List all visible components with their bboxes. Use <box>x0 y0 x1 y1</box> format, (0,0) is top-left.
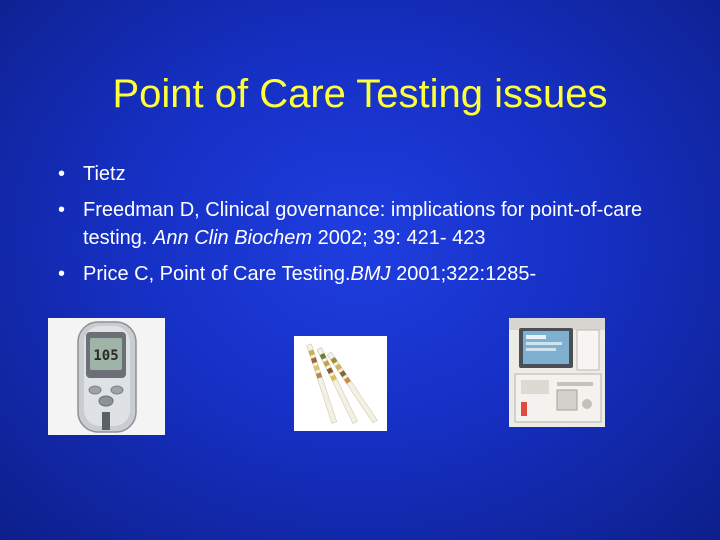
slide-title: Point of Care Testing issues <box>112 72 608 116</box>
analyzer-machine-photo <box>509 318 605 427</box>
reference-text: Freedman D, Clinical governance: implications for point-of-care testing. <box>83 199 643 249</box>
meter-display-value: 105 <box>93 348 119 364</box>
reference-details: 2001;322:1285- <box>390 263 537 285</box>
bullet-text: Tietz <box>83 163 126 185</box>
reference-details: 2002; 39: 421- 423 <box>312 227 486 249</box>
bullet-item <box>58 160 658 188</box>
bullet-item <box>58 260 658 288</box>
journal-name: BMJ <box>350 263 391 285</box>
journal-name: Ann Clin Biochem <box>153 227 313 249</box>
bullet-item <box>58 196 658 252</box>
bullet-list <box>58 160 658 296</box>
test-strips-photo <box>294 336 387 431</box>
reference-text: Price C, Point of Care Testing. <box>83 263 351 285</box>
glucose-meter-photo <box>48 318 165 435</box>
